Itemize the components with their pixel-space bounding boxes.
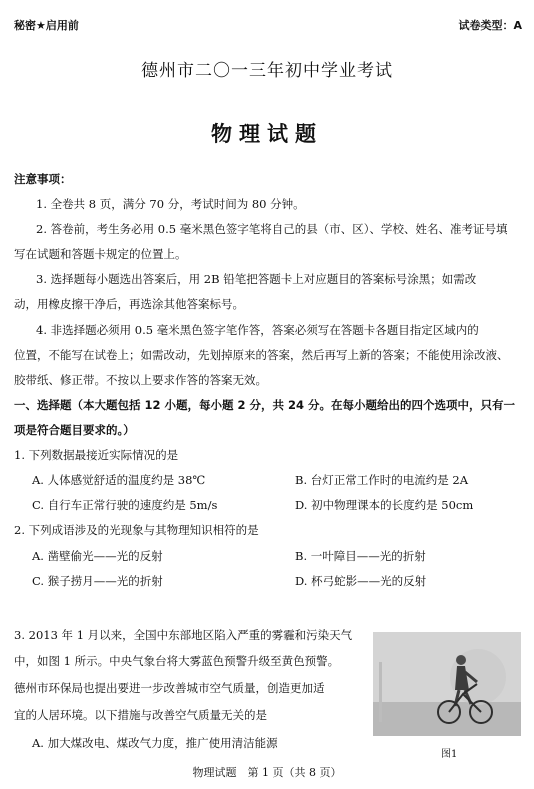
page-footer: 物理试题 第 1 页（共 8 页）: [192, 766, 342, 779]
section-heading: 一、选择题（本大题包括 12 小题，每小题 2 分，共 24 分。在每小题给出的四个选项中，只有一: [14, 398, 516, 412]
question-stem-line: 中，如图 1 所示。中央气象台将大雾蓝色预警升级至黄色预警。: [14, 654, 340, 668]
question-stem-line: 宜的人居环境。以下措施与改善空气质量无关的是: [14, 708, 267, 722]
option-c: C. 自行车正常行驶的速度约是 5m/s: [32, 498, 218, 512]
option-a: A. 凿壁偷光——光的反射: [32, 549, 163, 563]
option-b: B. 一叶障目——光的折射: [295, 549, 426, 563]
notice-line: 4. 非选择题必须用 0.5 毫米黑色签字笔作答，答案必须写在答题卡各题目指定区域内的: [36, 323, 479, 337]
notice-line: 写在试题和答题卡规定的位置上。: [14, 247, 187, 261]
paper-type-label: 试卷类型：A: [458, 19, 522, 32]
option-b: B. 台灯正常工作时的电流约是 2A: [295, 473, 469, 487]
notice-line: 1. 全卷共 8 页，满分 70 分，考试时间为 80 分钟。: [36, 197, 305, 211]
secrecy-label: 秘密★启用前: [14, 19, 79, 32]
option-a: A. 人体感觉舒适的温度约是 38℃: [32, 473, 206, 487]
question-stem: 1. 下列数据最接近实际情况的是: [14, 448, 179, 462]
option-a: A. 加大煤改电、煤改气力度，推广使用清洁能源: [32, 736, 278, 750]
question-stem: 2. 下列成语涉及的光现象与其物理知识相符的是: [14, 523, 259, 537]
question-stem-line: 德州市环保局也提出要进一步改善城市空气质量，创造更加适: [14, 681, 325, 695]
option-d: D. 杯弓蛇影——光的反射: [295, 574, 427, 588]
exam-title: 德州市二〇一三年初中学业考试: [141, 61, 393, 81]
notice-heading: 注意事项：: [14, 172, 72, 186]
notice-line: 位置，不能写在试卷上；如需改动，先划掉原来的答案，然后再写上新的答案；不能使用涂改液、: [14, 348, 509, 362]
smog-cyclist-photo: [373, 632, 521, 736]
notice-line: 动，用橡皮擦干净后，再选涂其他答案标号。: [14, 297, 244, 311]
notice-line: 3. 选择题每小题选出答案后，用 2B 铅笔把答题卡上对应题目的答案标号涂黑；如需改: [36, 272, 477, 286]
question-stem: 3. 2013 年 1 月以来，全国中东部地区陷入严重的雾霾和污染天气: [14, 628, 353, 642]
subject-title: 物理试题: [211, 122, 323, 146]
option-d: D. 初中物理课本的长度约是 50cm: [295, 498, 474, 512]
section-heading-cont: 项是符合题目要求的。）: [14, 423, 135, 437]
figure-caption: 图1: [441, 749, 458, 760]
option-c: C. 猴子捞月——光的折射: [32, 574, 163, 588]
notice-line: 胶带纸、修正带。不按以上要求作答的答案无效。: [14, 373, 267, 387]
notice-line: 2. 答卷前，考生务必用 0.5 毫米黑色签字笔将自己的县（市、区）、学校、姓名、准考证号填: [36, 222, 508, 236]
